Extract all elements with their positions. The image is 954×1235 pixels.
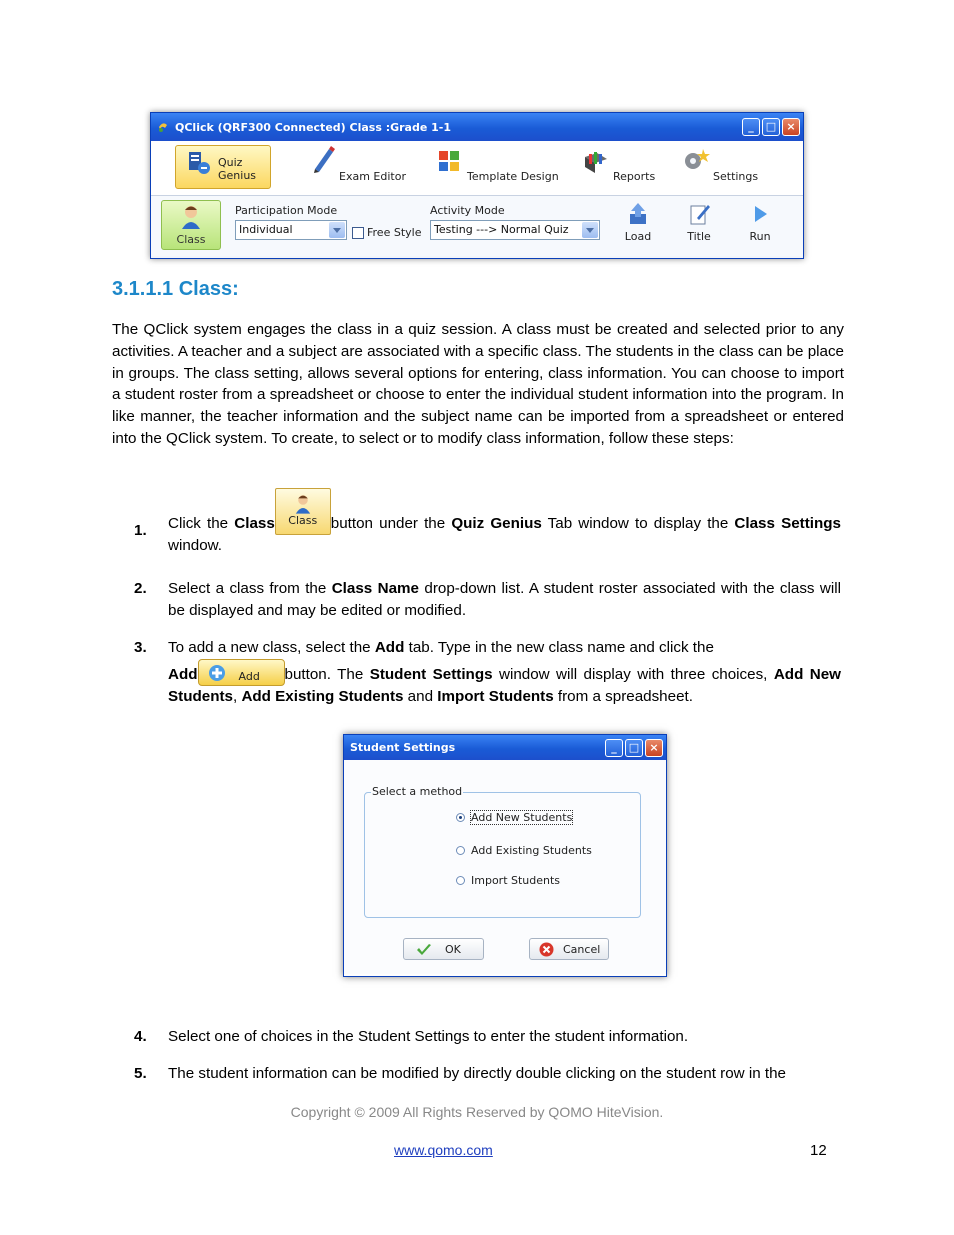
chevron-down-icon [582,222,598,238]
radio-icon [456,876,465,885]
qclick-title-bar [151,113,803,141]
inline-add-button-image [198,659,285,686]
participation-mode-value: Individual [239,223,293,236]
activity-mode-select[interactable] [430,220,600,240]
radio-label: Add New Students [471,811,573,824]
tab-template-design[interactable] [435,145,565,189]
step-number: 5. [134,1065,147,1082]
tab-reports[interactable] [583,145,663,189]
minimize-button[interactable]: _ [742,118,760,136]
section-heading: 3.1.1.1 Class: [112,278,239,300]
maximize-button[interactable]: □ [762,118,780,136]
qclick-window [150,112,804,259]
cancel-icon [539,942,554,957]
cancel-label: Cancel [563,943,601,956]
maximize-button[interactable]: □ [625,739,643,757]
free-style-label: Free Style [367,226,422,239]
dialog-body [344,760,666,974]
step-text: Select one of choices in the Student Settings to enter the student information. [168,1028,689,1045]
text-run: To add a new class, select the [168,639,375,656]
dialog-title-bar [344,735,666,760]
ok-label: OK [445,943,461,956]
load-label: Load [624,230,652,243]
minimize-button[interactable]: _ [605,739,623,757]
bold-run: Class [234,515,275,532]
checkmark-icon [416,943,432,956]
bold-run: Class Settings [734,515,841,532]
cancel-button[interactable] [529,938,609,960]
activity-mode-value: Testing ---> Normal Quiz [434,223,569,236]
text-run: Select a class from the [168,580,332,597]
step-text [168,578,841,622]
step-number: 3. [134,639,147,656]
reports-icon [583,149,609,175]
tab-quiz-genius[interactable] [175,145,271,189]
activity-mode-label: Activity Mode [430,204,505,217]
class-button[interactable] [161,200,221,250]
step-text [168,488,841,557]
tab-settings[interactable] [681,145,763,189]
bold-run: Add [374,639,405,656]
text-run: from a spreadsheet. [553,688,693,705]
text-run: drop-down list. A student roster associated with the class will be displayed and may be edited or modified. [168,580,841,619]
app-icon [157,121,169,133]
inline-class-button-image [275,488,331,535]
settings-icon [683,147,711,173]
radio-label: Import Students [471,874,561,887]
bold-run: Add [168,666,198,683]
chevron-down-icon [329,222,345,238]
group-label: Select a method [372,785,463,798]
bold-run: Add Existing Students [241,688,404,705]
intro-paragraph: The QClick system engages the class in a quiz session. A class must be created and selected prior to any activities. A teacher and a subject are associated with a specific class. The students in the class can be place in groups. The class setting, allows several options for entering, class information. You can choose to import a student roster from a spreadsheet or choose to enter the individual student information into the program. In like manner, the teacher information and the subject name can be imported from a spreadsheet or entered into the QClick system. To create, to select or to modify class information, follow these steps: [112,321,844,447]
copyright-notice: Copyright © 2009 All Rights Reserved by QOMO HiteVision. [290,1104,664,1120]
text-run: window will display with three choices, [492,666,774,683]
tab-label: Quiz Genius [218,156,257,182]
free-style-checkbox[interactable] [352,227,364,239]
inline-button-label: Class [288,514,318,527]
bold-run: Add New Students [168,666,841,705]
radio-selected-icon [456,813,465,822]
tab-exam-editor[interactable] [309,145,409,189]
dialog-title: Student Settings [350,741,456,754]
page-number: 12 [810,1142,827,1159]
plus-icon [208,664,226,682]
participation-mode-select[interactable] [235,220,347,240]
text-run: Click the [168,515,235,532]
bold-run: Student Settings [369,666,493,683]
bold-run: Import Students [437,688,554,705]
tab-label: Settings [713,170,759,183]
student-settings-dialog [343,734,667,977]
student-icon [181,205,201,229]
text-run: Tab window to display the [541,515,735,532]
text-run: and [403,688,438,705]
bold-run: Class Name [331,580,420,597]
template-design-icon [437,149,461,173]
ok-button[interactable] [403,938,484,960]
title-label: Title [687,230,711,243]
text-run: window. [168,537,223,554]
tab-label: Template Design [467,170,559,183]
bold-run: Quiz Genius [451,515,542,532]
inline-button-label: Add [238,670,260,683]
step-text [168,637,841,708]
text-run: button. The [284,666,370,683]
play-icon [753,204,769,224]
tab-label: Exam Editor [339,170,406,183]
step-text: The student information can be modified by directly double clicking on the student row in the [168,1065,786,1082]
text-run: tab. Type in the new class name and click the [404,639,714,656]
class-button-label: Class [176,233,206,246]
qclick-window-title: QClick (QRF300 Connected) Class :Grade 1-1 [175,120,452,134]
tab-label: Reports [613,170,656,183]
quiz-genius-icon [186,150,212,176]
step-number: 4. [134,1028,147,1045]
website-link[interactable]: www.qomo.com [394,1142,493,1158]
radio-icon [456,846,465,855]
step-number: 1. [134,522,147,539]
participation-mode-label: Participation Mode [235,204,338,217]
radio-label: Add Existing Students [471,844,592,857]
load-icon [628,202,648,226]
quiz-genius-toolbar [151,196,803,256]
close-button[interactable]: × [645,739,663,757]
step-number: 2. [134,580,147,597]
run-label: Run [749,230,771,243]
text-run: , [232,688,242,705]
close-button[interactable]: × [782,118,800,136]
main-tab-strip [151,141,803,196]
exam-editor-icon [311,145,337,173]
title-edit-icon [689,202,711,226]
text-run: button under the [330,515,452,532]
